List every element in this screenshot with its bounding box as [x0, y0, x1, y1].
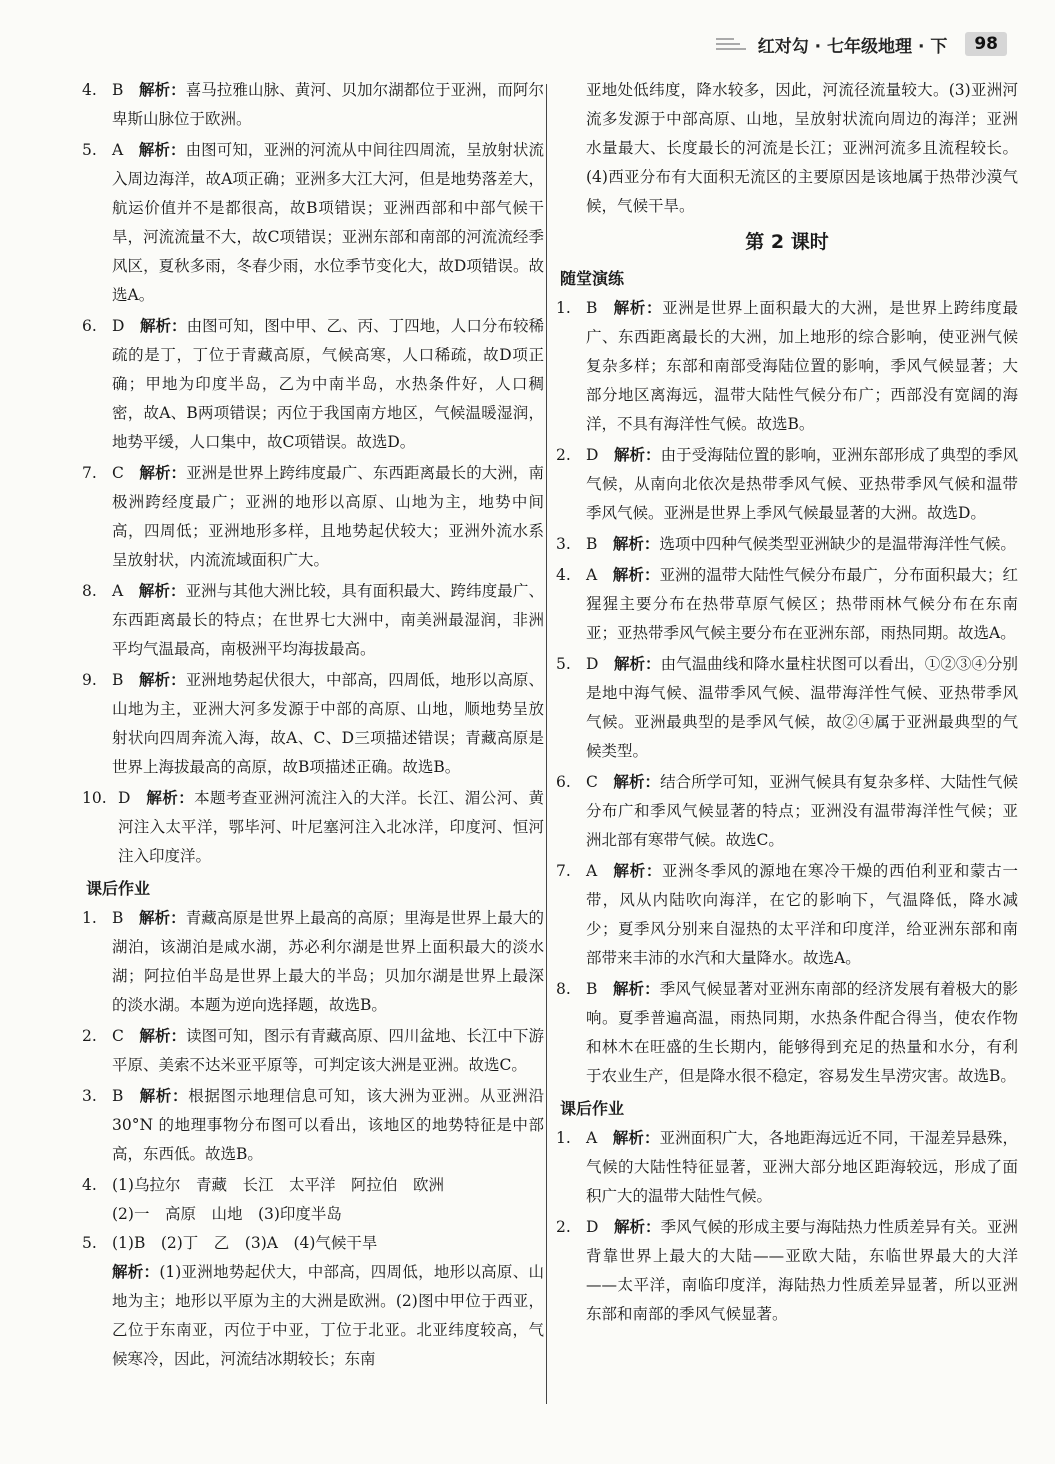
- item-number: 2.: [556, 1218, 571, 1236]
- answer-letter: D: [112, 317, 125, 335]
- analysis-label: 解析：: [612, 535, 660, 553]
- item-number: 5.: [556, 655, 571, 673]
- analysis-text: 由于受海陆位置的影响，亚洲东部形成了典型的季风气候，从南向北依次是热带季风气候、亚热带季风气候和温带季风气候。亚洲是世界上季风气候最显著的大洲。故选D。: [586, 446, 1018, 522]
- analysis-label: 解析：: [138, 582, 186, 600]
- analysis-text: 结合所学可知，亚洲气候具有复杂多样、大陆性气候分布广和季风气候显著的特点；亚洲没有温带海洋性气候；亚洲北部有寒带气候。故选C。: [586, 773, 1018, 849]
- analysis-text: 亚洲是世界上面积最大的大洲，是世界上跨纬度最广、东西距离最长的大洲，加上地形的综合影响，使亚洲气候复杂多样；东部和南部受海陆位置的影响，季风气候显著；大部分地区离海远，温带大陆性气候分布广；西部没有宽阔的海洋，不具有海洋性气候。故选B。: [586, 299, 1018, 433]
- analysis-label: 解析：: [138, 81, 186, 99]
- analysis-text: 本题考查亚洲河流注入的大洋。长江、湄公河、黄河注入太平洋，鄂毕河、叶尼塞河注入北冰洋，印度河、恒河注入印度洋。: [118, 789, 544, 865]
- answer-item: [82, 904, 544, 1020]
- item-number: 6.: [82, 317, 97, 335]
- analysis-text: 喜马拉雅山脉、黄河、贝加尔湖都位于亚洲，而阿尔卑斯山脉位于欧洲。: [112, 81, 544, 128]
- analysis-label: 解析：: [139, 317, 187, 335]
- answer-letter: C: [112, 1027, 124, 1045]
- header-title: 红对勾 · 七年级地理 · 下: [757, 36, 948, 57]
- left-homework-list: [82, 904, 544, 1169]
- item-number: 4.: [82, 81, 97, 99]
- item-number: 10.: [82, 789, 107, 807]
- answer-letter: A: [586, 1129, 598, 1147]
- item-number: 3.: [556, 535, 571, 553]
- analysis-text: 由气温曲线和降水量柱状图可以看出，①②③④分别是地中海气候、温带季风气候、温带海洋性气候、亚热带季风气候。亚洲最典型的是季风气候，故②④属于亚洲最典型的气候类型。: [586, 655, 1018, 760]
- analysis-text: 亚洲冬季风的源地在寒冷干燥的西伯利亚和蒙古一带，风从内陆吹向海洋，在它的影响下，气温降低，降水减少；夏季风分别来自湿热的太平洋和印度洋，给亚洲东部和南部带来丰沛的水汽和大量降水。故选A。: [586, 862, 1018, 967]
- item-number: 3.: [82, 1087, 97, 1105]
- answer-item: [82, 459, 544, 575]
- answer-item: [556, 441, 1018, 528]
- header-decoration-lines: [716, 38, 746, 50]
- answer-item: [82, 577, 544, 664]
- answer-item-q4: [82, 1171, 544, 1229]
- answer-letter: A: [586, 862, 598, 880]
- q4-line1: (1)乌拉尔 青藏 长江 太平洋 阿拉伯 欧洲: [112, 1176, 444, 1194]
- answer-letter: A: [112, 141, 124, 159]
- analysis-label: 解析：: [613, 1218, 661, 1236]
- answer-item: [556, 1213, 1018, 1329]
- item-number: 5.: [82, 141, 97, 159]
- analysis-label: 解析：: [112, 1263, 160, 1281]
- analysis-label: 解析：: [138, 1087, 189, 1105]
- analysis-text: 季风气候的形成主要与海陆热力性质差异有关。亚洲背靠世界上最大的大陆——亚欧大陆，东临世界最大的大洋——太平洋，南临印度洋，海陆热力性质差异显著，所以亚洲东部和南部的季风气候显著。: [586, 1218, 1018, 1323]
- analysis-label: 解析：: [613, 446, 661, 464]
- column-divider: [546, 84, 547, 1404]
- right-section-title-1: 随堂演练: [560, 269, 625, 288]
- item-number: 1.: [556, 299, 571, 317]
- q5-analysis: (1)亚洲地势起伏大，中部高，四周低，地形以高原、山地为主；地形以平原为主的大洲是欧洲。(2)图中甲位于西亚，乙位于东南亚，丙位于中亚，丁位于北亚。北亚纬度较高，气候寒冷，因此，河流结冰期较长；东南: [112, 1263, 544, 1368]
- item-number: 4.: [556, 566, 571, 584]
- analysis-label: 解析：: [612, 566, 660, 584]
- item-number: 2.: [82, 1027, 97, 1045]
- answer-letter: B: [112, 909, 124, 927]
- answer-letter: D: [586, 446, 599, 464]
- answer-item: [82, 1022, 544, 1080]
- analysis-label: 解析：: [613, 655, 661, 673]
- homework-answer-list: [556, 1124, 1018, 1329]
- analysis-label: 解析：: [139, 464, 187, 482]
- analysis-text: 亚洲与其他大洲比较，具有面积最大、跨纬度最广、东西距离最长的特点；在世界七大洲中，南美洲最湿润，非洲平均气温最高，南极洲平均海拔最高。: [112, 582, 544, 658]
- answer-item: [82, 136, 544, 310]
- continued-text: 亚地处低纬度，降水较多，因此，河流径流量较大。(3)亚洲河流多发源于中部高原、山地，呈放射状流向周边的海洋；亚洲水量最大、长度最长的河流是长江；亚洲河流多且流程较长。(4)西亚分布有大面积无流区的主要原因是该地属于热带沙漠气候，气候干旱。: [586, 81, 1018, 215]
- answer-letter: D: [586, 655, 599, 673]
- answer-item: [82, 312, 544, 457]
- analysis-label: 解析：: [612, 862, 663, 880]
- answer-item: [556, 768, 1018, 855]
- analysis-text: 亚洲面积广大，各地距海远近不同，干湿差异悬殊，气候的大陆性特征显著，亚洲大部分地区距海较远，形成了面积广大的温带大陆性气候。: [586, 1129, 1018, 1205]
- analysis-label: 解析：: [139, 1027, 187, 1045]
- answer-letter: B: [112, 1087, 124, 1105]
- lesson-title: 第 2 课时: [745, 231, 829, 253]
- answer-item: [556, 1124, 1018, 1211]
- answer-item: [556, 650, 1018, 766]
- analysis-label: 解析：: [612, 980, 660, 998]
- analysis-text: 选项中四种气候类型亚洲缺少的是温带海洋性气候。: [659, 535, 1016, 553]
- item-number: 9.: [82, 671, 97, 689]
- item-number: 8.: [82, 582, 97, 600]
- practice-answer-list: [556, 294, 1018, 1091]
- analysis-text: 青藏高原是世界上最高的高原；里海是世界上最大的湖泊，该湖泊是咸水湖，苏必利尔湖是世界上面积最大的淡水湖；阿拉伯半岛是世界上最大的半岛；贝加尔湖是世界上最深的淡水湖。本题为逆向选择题，故选B。: [112, 909, 544, 1014]
- right-section-title-2: 课后作业: [560, 1099, 625, 1118]
- answer-letter: B: [112, 81, 124, 99]
- analysis-text: 由图可知，亚洲的河流从中间往四周流，呈放射状流入周边海洋，故A项正确；亚洲多大江大河，但是地势落差大，航运价值并不是都很高，故B项错误；亚洲西部和中部气候干旱，河流流量不大，故C项错误；亚洲东部和南部的河流流经季风区，夏秋多雨，冬春少雨，水位季节变化大，故D项错误。故选A。: [112, 141, 544, 304]
- answer-letter: D: [586, 1218, 599, 1236]
- analysis-label: 解析：: [145, 789, 195, 807]
- answer-item: [556, 857, 1018, 973]
- answer-item: [556, 530, 1018, 559]
- analysis-label: 解析：: [612, 299, 663, 317]
- item-number: 7.: [556, 862, 571, 880]
- item-number: 1.: [82, 909, 97, 927]
- answer-letter: A: [586, 566, 598, 584]
- answer-letter: B: [586, 535, 598, 553]
- item-number: 4.: [82, 1176, 97, 1194]
- item-number: 7.: [82, 464, 97, 482]
- analysis-text: 亚洲地势起伏很大，中部高，四周低，地形以高原、山地为主，亚洲大河多发源于中部的高原、山地，顺地势呈放射状向四周奔流入海，故A、C、D三项描述错误；青藏高原是世界上海拔最高的高原，故B项描述正确。故选B。: [112, 671, 544, 776]
- analysis-text: 亚洲的温带大陆性气候分布最广，分布面积最大；红猩猩主要分布在热带草原气候区；热带雨林气候分布在东南亚；亚热带季风气候主要分布在亚洲东部，雨热同期。故选A。: [586, 566, 1018, 642]
- left-section-title: 课后作业: [86, 879, 151, 898]
- answer-item: [82, 784, 544, 871]
- answer-item: [556, 561, 1018, 648]
- answer-item: [556, 975, 1018, 1091]
- answer-letter: C: [112, 464, 124, 482]
- page-header: [716, 30, 1007, 58]
- analysis-label: 解析：: [613, 773, 661, 791]
- analysis-label: 解析：: [138, 671, 186, 689]
- analysis-label: 解析：: [138, 141, 186, 159]
- answer-letter: B: [112, 671, 124, 689]
- left-column: [82, 76, 544, 1374]
- analysis-label: 解析：: [612, 1129, 660, 1147]
- analysis-text: 根据图示地理信息可知，该大洲为亚洲。从亚洲沿 30°N 的地理事物分布图可以看出，该地区的地势特征是中部高，东西低。故选B。: [112, 1087, 544, 1163]
- page-number: 98: [965, 32, 1007, 56]
- answer-letter: C: [586, 773, 598, 791]
- answer-item: [82, 1082, 544, 1169]
- analysis-text: 亚洲是世界上跨纬度最广、东西距离最长的大洲，南极洲跨经度最广；亚洲的地形以高原、山地为主，地势中间高，四周低；亚洲地形多样，且地势起伏较大；亚洲外流水系呈放射状，内流流域面积广大。: [112, 464, 544, 569]
- analysis-text: 季风气候显著对亚洲东南部的经济发展有着极大的影响。夏季普遍高温，雨热同期，水热条件配合得当，使农作物和林木在旺盛的生长期内，能够得到充足的热量和水分，有利于农业生产，但是降水很不稳定，容易发生旱涝灾害。故选B。: [586, 980, 1018, 1085]
- answer-letter: B: [586, 980, 598, 998]
- answer-item: [82, 76, 544, 134]
- answer-item-q5: [82, 1229, 544, 1374]
- item-number: 6.: [556, 773, 571, 791]
- item-number: 2.: [556, 446, 571, 464]
- answer-letter: B: [586, 299, 598, 317]
- q4-line2: (2)一 高原 山地 (3)印度半岛: [112, 1205, 342, 1223]
- analysis-text: 读图可知，图示有青藏高原、四川盆地、长江中下游平原、美索不达米亚平原等，可判定该大洲是亚洲。故选C。: [112, 1027, 544, 1074]
- answer-item: [556, 294, 1018, 439]
- answer-letter: A: [112, 582, 124, 600]
- left-answer-list: [82, 76, 544, 871]
- analysis-label: 解析：: [138, 909, 186, 927]
- right-column: [556, 76, 1018, 1331]
- item-number: 5.: [82, 1234, 97, 1252]
- answer-letter: D: [118, 789, 131, 807]
- item-number: 8.: [556, 980, 571, 998]
- answer-item: [82, 666, 544, 782]
- analysis-text: 由图可知，图中甲、乙、丙、丁四地，人口分布较稀疏的是丁，丁位于青藏高原，气候高寒，人口稀疏，故D项正确；甲地为印度半岛，乙为中南半岛，水热条件好，人口稠密，故A、B两项错误；丙位于我国南方地区，气候温暖湿润，地势平缓，人口集中，故C项错误。故选D。: [112, 317, 544, 451]
- q5-line1: (1)B (2)丁 乙 (3)A (4)气候干旱: [112, 1234, 378, 1252]
- item-number: 1.: [556, 1129, 571, 1147]
